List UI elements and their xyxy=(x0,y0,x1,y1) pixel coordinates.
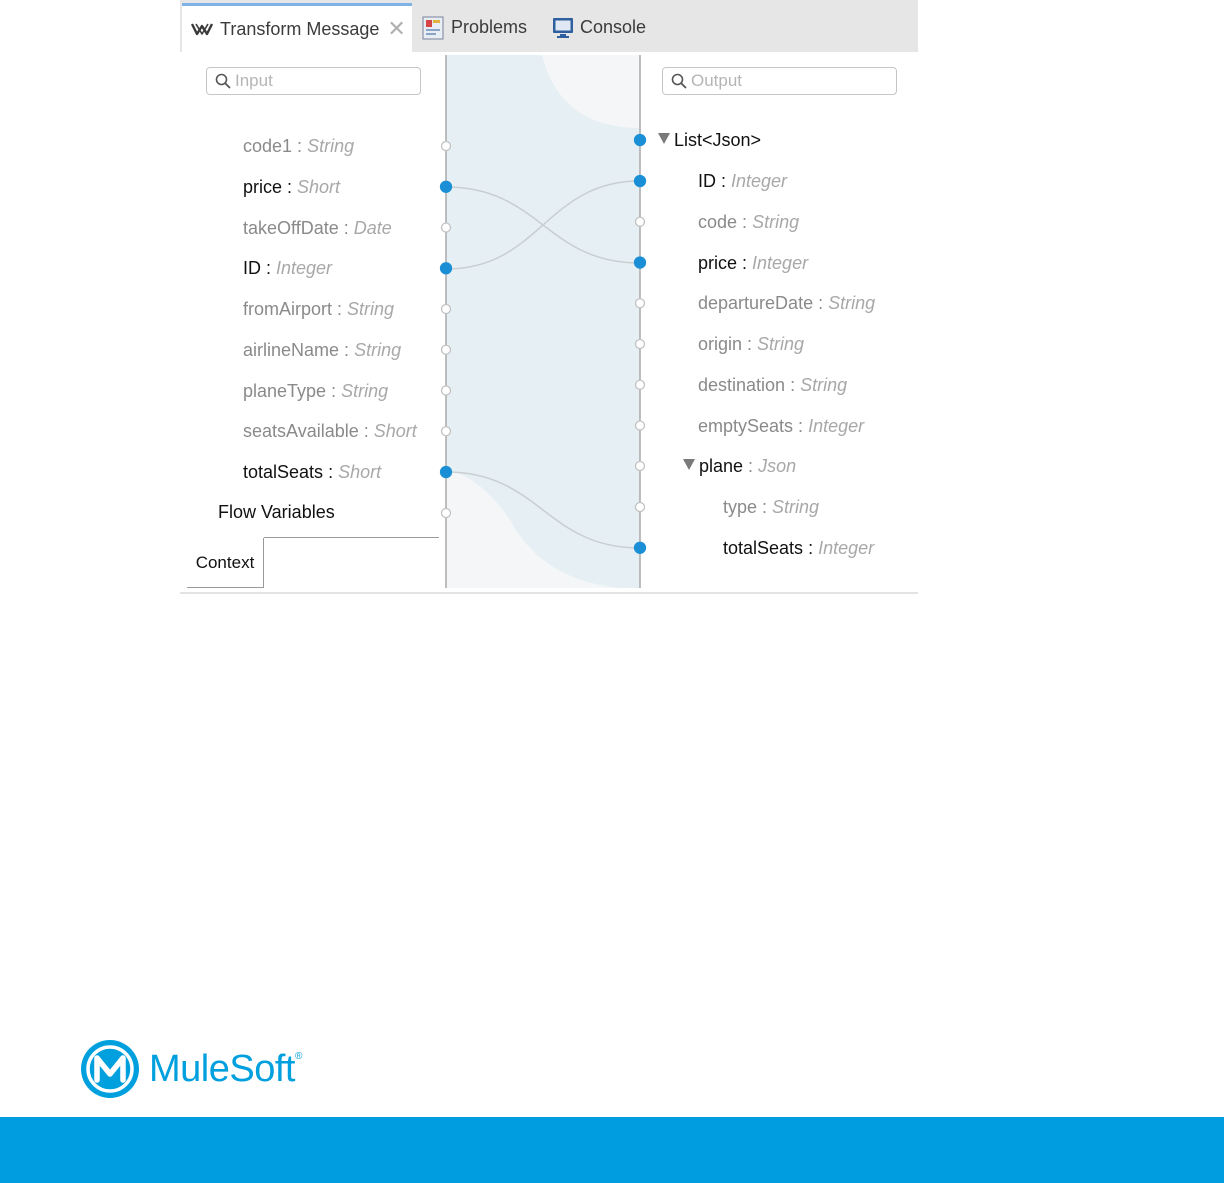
field-name: origin xyxy=(698,334,743,354)
footer-bar xyxy=(0,1117,1224,1183)
field-price[interactable] xyxy=(698,252,808,274)
field-airline-name[interactable] xyxy=(243,339,401,361)
field-type: Integer xyxy=(731,171,788,191)
transform-message-panel xyxy=(180,0,918,594)
field-code1[interactable] xyxy=(243,135,354,157)
field-type: Date xyxy=(353,217,392,238)
field-type: Integer xyxy=(276,258,333,279)
field-name: type xyxy=(723,497,758,517)
output-port-price[interactable] xyxy=(635,257,646,268)
output-port-departureDate[interactable] xyxy=(636,299,645,308)
search-icon xyxy=(671,73,687,89)
field-type: Integer xyxy=(808,415,865,436)
search-icon xyxy=(215,73,231,89)
mulesoft-logo-mark xyxy=(79,1038,141,1100)
context-tab-strip xyxy=(264,537,439,538)
output-port-destination[interactable] xyxy=(636,380,645,389)
field-name: code1 xyxy=(243,136,293,156)
field-separator: : xyxy=(339,339,355,360)
field-separator: : xyxy=(282,176,298,197)
field-separator: : xyxy=(742,334,758,354)
triangle-down-icon[interactable] xyxy=(683,459,695,470)
field-price[interactable] xyxy=(243,176,340,198)
input-port-takeOffDate[interactable] xyxy=(442,223,451,232)
field-id[interactable] xyxy=(243,257,332,279)
field-type: String xyxy=(752,211,800,232)
field-name: code xyxy=(698,211,738,232)
input-port-airlineName[interactable] xyxy=(442,345,451,354)
output-port-code[interactable] xyxy=(636,217,645,226)
output-search[interactable] xyxy=(662,67,897,95)
field-separator: : xyxy=(716,171,732,191)
field-separator: : xyxy=(358,421,374,442)
field-seats-available[interactable] xyxy=(243,420,417,442)
output-port-plane-type[interactable] xyxy=(636,503,645,512)
tab-label: Console xyxy=(580,17,647,37)
input-port-ID[interactable] xyxy=(441,263,452,274)
field-separator: : xyxy=(737,211,753,232)
field-type: String xyxy=(772,497,820,517)
input-port-seatsAvailable[interactable] xyxy=(442,427,451,436)
input-port-totalSeats[interactable] xyxy=(441,467,452,478)
field-separator: : xyxy=(757,497,773,517)
field-separator: : xyxy=(323,462,339,482)
flow-variables-node[interactable]: Flow Variables xyxy=(218,502,335,522)
mulesoft-logo xyxy=(79,1038,302,1100)
field-type: String xyxy=(800,374,848,395)
field-id[interactable] xyxy=(698,170,787,192)
tab-label: Transform Message xyxy=(220,18,380,39)
field-type: Short xyxy=(373,421,417,442)
output-port-emptySeats[interactable] xyxy=(636,421,645,430)
field-separator: : xyxy=(338,217,354,238)
input-port-code1[interactable] xyxy=(442,142,451,151)
field-separator: : xyxy=(803,537,819,558)
field-type: String xyxy=(307,136,355,156)
field-type: Short xyxy=(297,176,341,197)
plane-name: plane xyxy=(699,456,744,476)
field-total-seats[interactable] xyxy=(243,461,381,483)
field-type: Integer xyxy=(752,252,809,273)
field-separator: : xyxy=(261,258,277,279)
field-separator: : xyxy=(332,299,348,319)
field-name: ID xyxy=(243,258,261,279)
field-name: airlineName xyxy=(243,339,340,360)
field-empty-seats[interactable] xyxy=(698,415,864,437)
field-separator: : xyxy=(737,252,753,273)
field-type: String xyxy=(341,380,389,401)
context-tab-label: Context xyxy=(195,552,255,572)
input-port-flow-variables[interactable] xyxy=(442,509,451,518)
input-port-fromAirport[interactable] xyxy=(442,305,451,314)
output-port-plane-totalSeats[interactable] xyxy=(635,542,646,553)
input-search[interactable] xyxy=(206,67,421,95)
field-name: destination xyxy=(698,374,786,395)
field-type: Short xyxy=(338,462,382,482)
input-port-price[interactable] xyxy=(441,181,452,192)
field-origin[interactable] xyxy=(698,333,804,355)
field-name: takeOffDate xyxy=(243,217,339,238)
field-name: ID xyxy=(698,171,716,191)
field-take-off-date[interactable] xyxy=(243,217,392,239)
field-departure-date[interactable] xyxy=(698,292,875,314)
field-separator: : xyxy=(326,380,342,401)
output-plane-node[interactable]: plane : Json xyxy=(683,455,796,477)
mulesoft-wordmark: MuleSoft® xyxy=(149,1047,302,1090)
field-name: planeType xyxy=(243,380,327,401)
field-plane-type[interactable] xyxy=(243,380,388,402)
field-type: Integer xyxy=(818,537,875,558)
field-separator: : xyxy=(813,293,829,314)
field-name: price xyxy=(243,176,283,197)
field-type[interactable] xyxy=(723,496,819,518)
output-port-plane[interactable] xyxy=(636,462,645,471)
field-destination[interactable] xyxy=(698,374,847,396)
field-type: String xyxy=(757,334,805,354)
field-type: String xyxy=(354,339,402,360)
input-search-field[interactable] xyxy=(235,71,415,91)
close-icon[interactable]: ✕ xyxy=(387,16,406,41)
triangle-down-icon[interactable] xyxy=(658,133,670,144)
field-separator: : xyxy=(785,374,801,395)
field-name: totalSeats xyxy=(723,537,804,558)
tab-context[interactable] xyxy=(187,538,264,588)
field-code[interactable] xyxy=(698,211,799,233)
field-total-seats[interactable] xyxy=(723,537,874,559)
field-name: seatsAvailable xyxy=(243,421,359,442)
output-search-field[interactable] xyxy=(691,71,871,91)
field-separator: : xyxy=(793,415,809,436)
output-port-origin[interactable] xyxy=(636,340,645,349)
field-type: String xyxy=(828,293,876,314)
field-name: price xyxy=(698,252,738,273)
tab-label: Problems xyxy=(451,17,528,37)
field-type: String xyxy=(347,299,395,319)
input-port-planeType[interactable] xyxy=(442,386,451,395)
field-from-airport[interactable] xyxy=(243,298,394,320)
field-name: departureDate xyxy=(698,293,814,314)
output-port-ID[interactable] xyxy=(635,176,646,187)
output-port-root[interactable] xyxy=(635,135,646,146)
field-name: fromAirport xyxy=(243,299,333,319)
field-name: emptySeats xyxy=(698,415,794,436)
field-name: totalSeats xyxy=(243,462,324,482)
output-root-node[interactable] xyxy=(658,129,761,151)
plane-type: Json xyxy=(758,456,797,476)
output-root-label: List<Json> xyxy=(674,130,762,150)
field-separator: : xyxy=(292,136,308,156)
